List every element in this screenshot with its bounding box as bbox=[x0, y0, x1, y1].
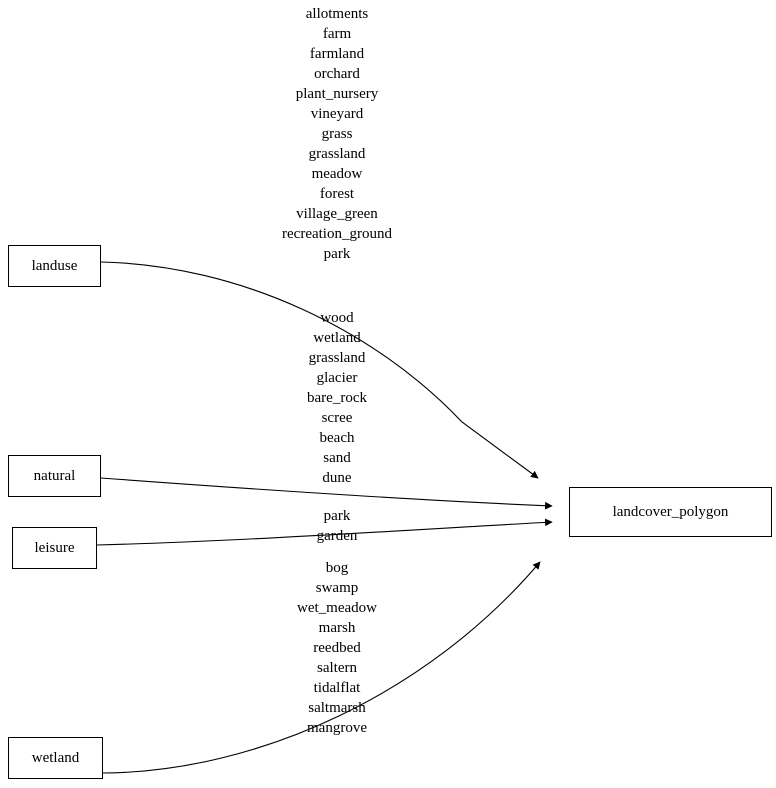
node-landuse-label: landuse bbox=[31, 257, 78, 274]
edge-labels-wetland bbox=[274, 558, 400, 738]
edge-label-value: tidalflat bbox=[313, 680, 361, 696]
edge-label-value: village_green bbox=[296, 206, 378, 222]
edge-labels-landuse bbox=[248, 4, 426, 264]
edge-label-value: grassland bbox=[308, 146, 366, 162]
edge-label-value: grassland bbox=[308, 350, 366, 366]
edge-label-value: dune bbox=[322, 470, 352, 486]
node-leisure-label: leisure bbox=[34, 539, 75, 556]
edge-labels-natural bbox=[280, 308, 394, 488]
edge-label-value: plant_nursery bbox=[295, 86, 379, 102]
edge-label-value: mangrove bbox=[307, 720, 367, 736]
node-natural[interactable] bbox=[8, 455, 101, 497]
node-landcover-polygon[interactable] bbox=[569, 487, 772, 537]
edge-label-value: saltern bbox=[317, 660, 357, 676]
edge-label-value: glacier bbox=[316, 370, 358, 386]
edge-label-value: bog bbox=[325, 560, 349, 576]
edge-label-value: beach bbox=[319, 430, 355, 446]
node-wetland[interactable] bbox=[8, 737, 103, 779]
edge-label-value: wetland bbox=[313, 330, 361, 346]
edge-label-value: vineyard bbox=[310, 106, 364, 122]
edge-label-value: reedbed bbox=[313, 640, 361, 656]
edge-label-value: wood bbox=[320, 310, 354, 326]
node-landuse[interactable] bbox=[8, 245, 101, 287]
edge-label-value: grass bbox=[321, 126, 353, 142]
edge-label-value: scree bbox=[321, 410, 353, 426]
edge-label-value: sand bbox=[323, 450, 351, 466]
edge-label-value: meadow bbox=[311, 166, 363, 182]
node-natural-label: natural bbox=[33, 467, 76, 484]
edge-label-value: farmland bbox=[309, 46, 365, 62]
edge-label-value: park bbox=[323, 246, 351, 262]
edge-label-value: park bbox=[323, 508, 351, 524]
edge-label-value: swamp bbox=[315, 580, 359, 596]
edge-label-value: wet_meadow bbox=[297, 600, 377, 616]
edge-label-value: marsh bbox=[318, 620, 356, 636]
edge-label-value: bare_rock bbox=[307, 390, 367, 406]
node-landcover-polygon-label: landcover_polygon bbox=[612, 503, 729, 520]
edge-label-value: farm bbox=[322, 26, 352, 42]
edge-label-value: garden bbox=[316, 528, 358, 544]
edge-label-value: orchard bbox=[314, 66, 360, 82]
edge-label-value: saltmarsh bbox=[308, 700, 366, 716]
edge-label-value: recreation_ground bbox=[282, 226, 392, 242]
edge-label-value: forest bbox=[319, 186, 355, 202]
edge-label-value: allotments bbox=[305, 6, 369, 22]
node-wetland-label: wetland bbox=[31, 749, 80, 766]
edge-labels-leisure bbox=[299, 506, 375, 546]
node-leisure[interactable] bbox=[12, 527, 97, 569]
